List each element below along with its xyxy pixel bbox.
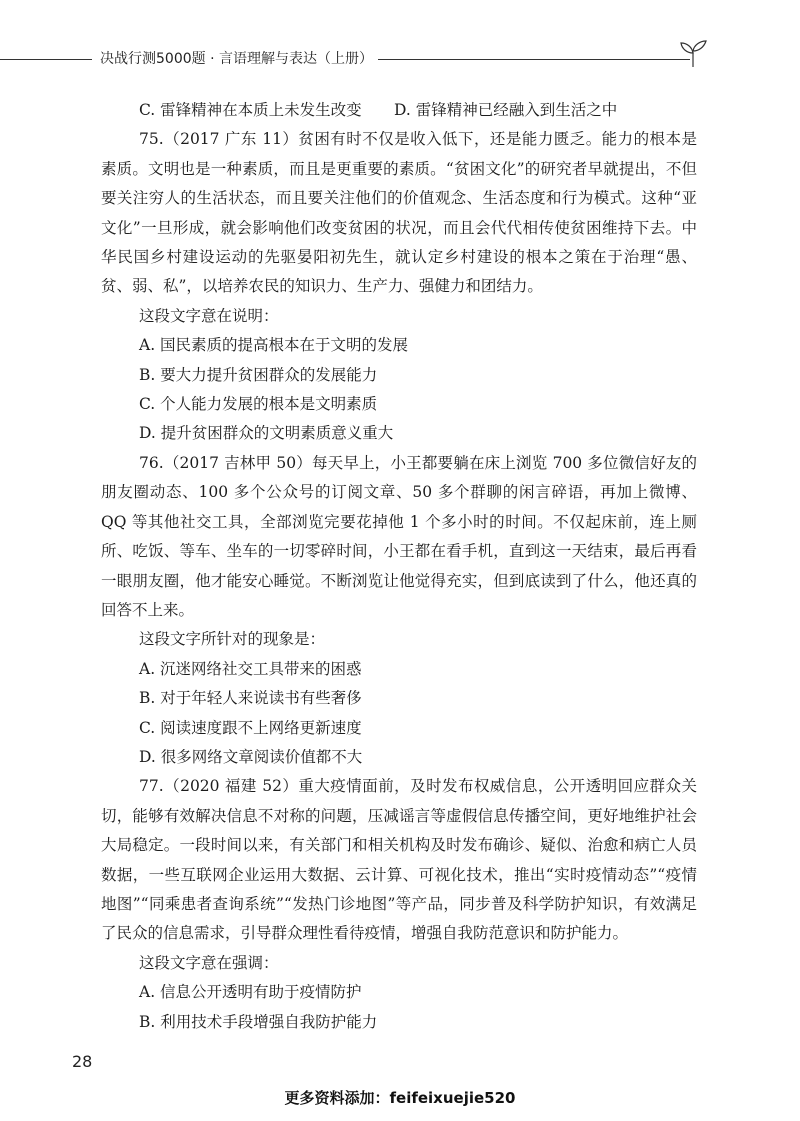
question-75-prompt: 这段文字意在说明： bbox=[139, 306, 279, 325]
header-rule-left bbox=[0, 59, 92, 60]
running-header bbox=[0, 44, 800, 74]
sprout-icon bbox=[676, 38, 710, 68]
question-75-option-b: B. 要大力提升贫困群众的发展能力 bbox=[139, 365, 378, 384]
question-75-option-d: D. 提升贫困群众的文明素质意义重大 bbox=[139, 424, 394, 443]
page-number: 28 bbox=[72, 1052, 93, 1071]
question-76-stem: 76.（2017 吉林甲 50）每天早上，小王都要躺在床上浏览 700 多位微信好友的朋友圈动态、100 多个公众号的订阅文章、50 多个群聊的闲言碎语，再加上微博、QQ 等其他社交工具，全部浏览完要花掉他 1 个多小时的时间。不仅起床前，连上厕所、吃饭、等车、坐车的一切零碎时间，小王都在看手机，直到这一天结束，最后再看一眼朋友圈，他才能安心睡觉。不断浏览让他觉得充实，但到底读到了什么，他还真的回答不上来。 bbox=[101, 453, 697, 619]
page-content bbox=[101, 96, 697, 1037]
book-title: 决战行测5000题 · 言语理解与表达（上册） bbox=[100, 51, 373, 67]
header-rule-right bbox=[378, 59, 690, 60]
question-75-option-a: A. 国民素质的提高根本在于文明的发展 bbox=[139, 336, 409, 355]
question-76-option-b: B. 对于年轻人来说读书有些奢侈 bbox=[139, 689, 362, 708]
question-77-stem: 77.（2020 福建 52）重大疫情面前，及时发布权威信息，公开透明回应群众关切，能够有效解决信息不对称的问题，压减谣言等虚假信息传播空间，更好地维护社会大局稳定。一段时间以来，有关部门和相关机构及时发布确诊、疑似、治愈和病亡人员数据，一些互联网企业运用大数据、云计算、可视化技术，推出“实时疫情动态”“疫情地图”“同乘患者查询系统”“发热门诊地图”等产品，同步普及科学防护知识，有效满足了民众的信息需求，引导群众理性看待疫情，增强自我防范意识和防护能力。 bbox=[101, 777, 697, 943]
question-77-prompt: 这段文字意在强调： bbox=[139, 953, 279, 972]
question-76-prompt: 这段文字所针对的现象是： bbox=[139, 630, 326, 649]
question-77-option-a: A. 信息公开透明有助于疫情防护 bbox=[139, 983, 362, 1002]
option-d: D. 雷锋精神已经融入到生活之中 bbox=[394, 101, 618, 119]
question-76-option-d: D. 很多网络文章阅读价值都不大 bbox=[139, 747, 363, 766]
option-c: C. 雷锋精神在本质上未发生改变 bbox=[139, 101, 362, 119]
question-76-option-c: C. 阅读速度跟不上网络更新速度 bbox=[139, 718, 362, 737]
footer-note: 更多资料添加：feifeixuejie520 bbox=[284, 1089, 516, 1107]
question-75-option-c: C. 个人能力发展的根本是文明素质 bbox=[139, 395, 378, 414]
question-77-option-b: B. 利用技术手段增强自我防护能力 bbox=[139, 1012, 378, 1031]
question-75-stem: 75.（2017 广东 11）贫困有时不仅是收入低下，还是能力匮乏。能力的根本是素质。文明也是一种素质，而且是更重要的素质。“贫困文化”的研究者早就提出，不但要关注穷人的生活状态，而且要关注他们的价值观念、生活态度和行为模式。这种“亚文化”一旦形成，就会影响他们改变贫困的状况，而且会代代相传使贫困维持下去。中华民国乡村建设运动的先驱晏阳初先生，就认定乡村建设的根本之策在于治理“愚、贫、弱、私”，以培养农民的知识力、生产力、强健力和团结力。 bbox=[101, 130, 697, 296]
carry-over-options bbox=[101, 96, 697, 125]
question-76-option-a: A. 沉迷网络社交工具带来的困惑 bbox=[139, 659, 362, 678]
